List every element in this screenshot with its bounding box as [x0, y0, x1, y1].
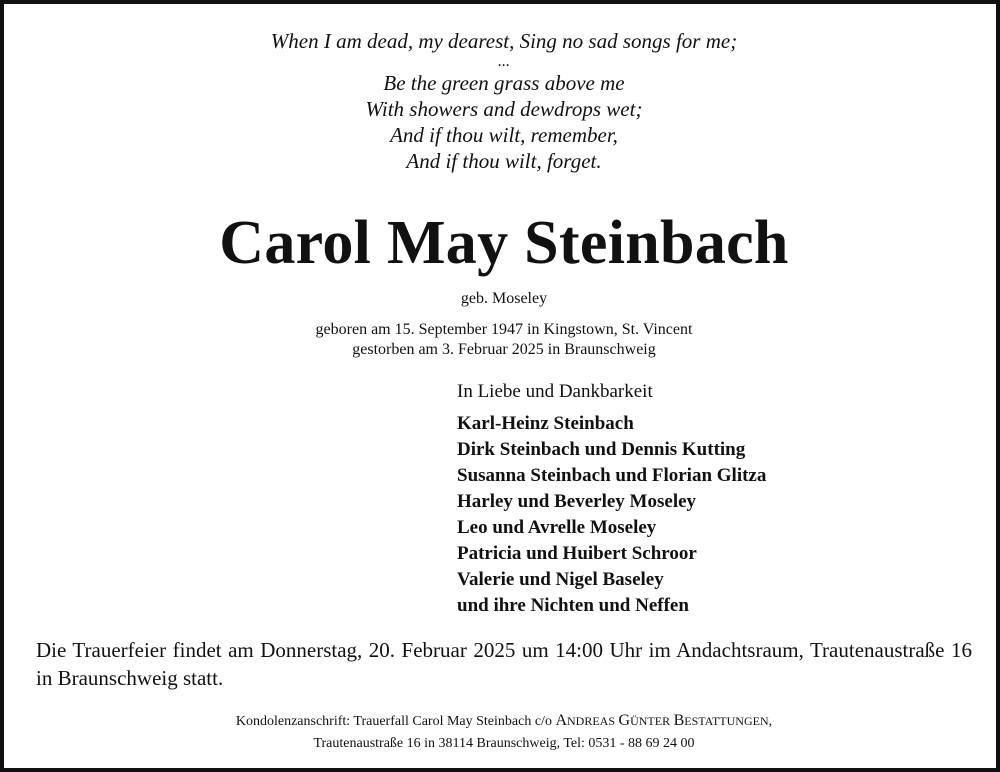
- birth-date: geboren am 15. September 1947 in Kingstown, St. Vincent: [315, 321, 693, 338]
- condolence-prefix: Kondolenzanschrift: Trauerfall Carol May Steinbach c/o: [235, 714, 556, 729]
- poem-line: And if thou wilt, forget.: [406, 149, 602, 173]
- poem-line: When I am dead, my dearest, Sing no sad songs for me;: [270, 29, 738, 53]
- poem-line: With showers and dewdrops wet;: [365, 97, 643, 121]
- poem: [4, 28, 1000, 174]
- mourner-name: Patricia und Huibert Schroor: [457, 543, 697, 564]
- mourner-name: Harley und Beverley Moseley: [457, 491, 697, 512]
- death-date: gestorben am 3. Februar 2025 in Braunschweig: [352, 341, 656, 358]
- poem-line: And if thou wilt, remember,: [390, 123, 618, 147]
- mourners-intro: In Liebe und Dankbarkeit: [457, 381, 653, 402]
- mourner-name: Leo und Avrelle Moseley: [457, 517, 657, 538]
- maiden-name: geb. Moseley: [460, 290, 548, 307]
- poem-ellipsis: ...: [498, 53, 510, 70]
- poem-line: Be the green grass above me: [383, 71, 625, 95]
- mourner-name: Karl-Heinz Steinbach: [457, 413, 634, 434]
- funeral-service-info: Die Trauerfeier findet am Donnerstag, 20. Februar 2025 um 14:00 Uhr im Andachtsraum, Trautenaustraße 16 in Braunschweig statt.: [36, 638, 972, 690]
- condolence-line-1: [4, 710, 1000, 733]
- condolence-line-2: Trautenaustraße 16 in 38114 Braunschweig, Tel: 0531 - 88 69 24 00: [313, 736, 695, 751]
- mourners-block: [457, 379, 957, 619]
- mourner-name: Valerie und Nigel Baseley: [457, 569, 664, 590]
- deceased-name: Carol May Steinbach: [219, 209, 789, 277]
- funeral-home-name: ANDREAS GÜNTER BESTATTUNGEN,: [555, 712, 773, 729]
- mourner-name: Susanna Steinbach und Florian Glitza: [457, 465, 767, 486]
- life-dates: [4, 320, 1000, 360]
- mourner-name: Dirk Steinbach und Dennis Kutting: [457, 439, 746, 460]
- condolence-address: [4, 710, 1000, 755]
- mourner-name: und ihre Nichten und Neffen: [457, 595, 689, 616]
